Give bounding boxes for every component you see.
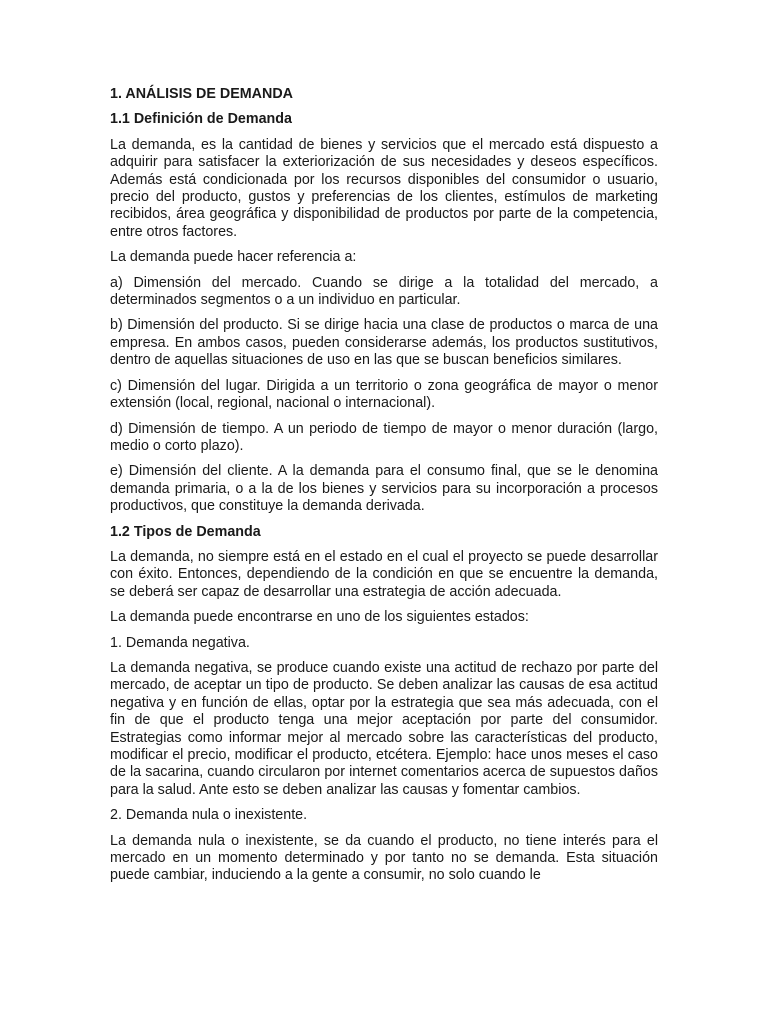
- paragraph-dimension-mercado: a) Dimensión del mercado. Cuando se dirige a la totalidad del mercado, a determinados segmentos o a un individuo en particular.: [110, 274, 658, 309]
- paragraph-definicion: La demanda, es la cantidad de bienes y servicios que el mercado está dispuesto a adquirir para satisfacer la exteriorización de sus necesidades y deseos específicos. Además está condicionada por los recursos disponibles del consumidor o usuario, precio del producto, gustos y preferencias de los clientes, estímulos de marketing recibidos, área geográfica y disponibilidad de productos por parte de la competencia, entre otros factores.: [110, 136, 658, 240]
- paragraph-tipos-intro: La demanda, no siempre está en el estado en el cual el proyecto se puede desarrollar con éxito. Entonces, dependiendo de la condición en que se encuentre la demanda, se deberá ser capaz de desarrollar una estrategia de acción adecuada.: [110, 548, 658, 600]
- section-heading-tipos: 1.2 Tipos de Demanda: [110, 523, 261, 540]
- paragraph-dimension-lugar: c) Dimensión del lugar. Dirigida a un territorio o zona geográfica de mayor o menor extensión (local, regional, nacional o internacional).: [110, 377, 658, 412]
- paragraph-dimension-tiempo: d) Dimensión de tiempo. A un periodo de tiempo de mayor o menor duración (largo, medio o corto plazo).: [110, 420, 658, 454]
- paragraph-dimension-producto: b) Dimensión del producto. Si se dirige hacia una clase de productos o marca de una empresa. En ambos casos, pueden considerarse además, los productos sustitutivos, dentro de aquellas situaciones de uso en las que se buscan beneficios similares.: [110, 317, 658, 369]
- list-item-demanda-nula: 2. Demanda nula o inexistente.: [110, 807, 308, 824]
- paragraph-demanda-negativa: La demanda negativa, se produce cuando existe una actitud de rechazo por parte del mercado, de aceptar un tipo de producto. Se deben analizar las causas de esa actitud negativa y en función de ellas, optar por la estrategia que sea más adecuada, con el fin de que el producto tenga una mejor aceptación por parte del consumidor. Estrategias como informar mejor al mercado sobre las características del producto, modificar el precio, modificar el producto, etcétera. Ejemplo: hace unos meses el caso de la sacarina, cuando circularon por internet comentarios acerca de supuestos daños para la salud. Ante esto se deben analizar las causas y fomentar cambios.: [110, 659, 658, 798]
- paragraph-dimension-cliente: e) Dimensión del cliente. A la demanda para el consumo final, que se le denomina demanda primaria, o a la de los bienes y servicios para su incorporación a procesos productivos, que constituye la demanda derivada.: [110, 463, 658, 515]
- document-title: 1. ANÁLISIS DE DEMANDA: [110, 86, 293, 102]
- list-item-demanda-negativa: 1. Demanda negativa.: [110, 634, 250, 651]
- section-heading-definicion: 1.1 Definición de Demanda: [110, 111, 292, 128]
- paragraph-estados-intro: La demanda puede encontrarse en uno de los siguientes estados:: [110, 609, 529, 626]
- paragraph-demanda-nula: La demanda nula o inexistente, se da cuando el producto, no tiene interés para el mercado en un momento determinado y por tanto no se demanda. Esta situación puede cambiar, induciendo a la gente a consumir, no solo cuando le: [110, 832, 658, 884]
- paragraph-referencia-intro: La demanda puede hacer referencia a:: [110, 249, 357, 266]
